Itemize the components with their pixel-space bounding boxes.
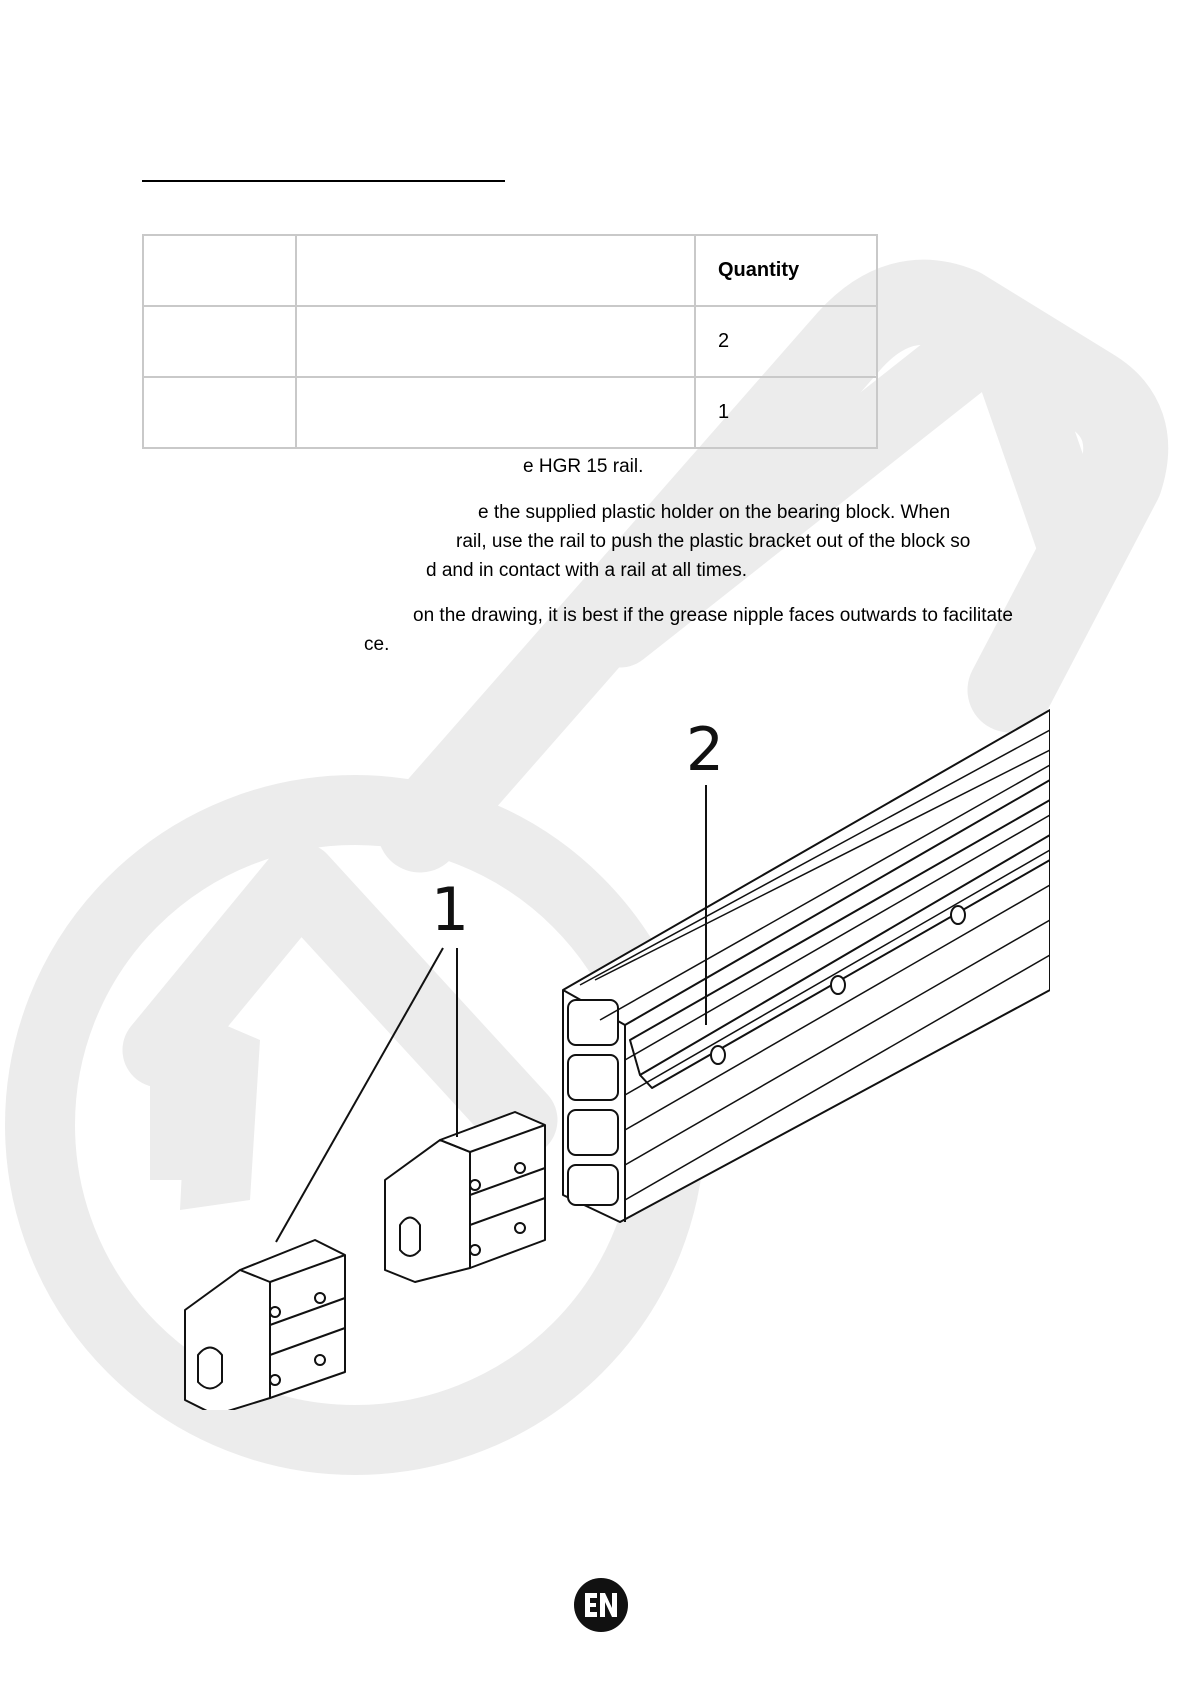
quantity-cell: 1 <box>695 377 877 448</box>
instruction-line: d and in contact with a rail at all times. <box>426 560 748 581</box>
table-header-row <box>143 235 877 306</box>
quantity-cell: 2 <box>695 306 877 377</box>
quantity-header: Quantity <box>695 235 877 306</box>
table-cell <box>143 377 296 448</box>
callout-1-label: 1 <box>430 875 470 945</box>
table-cell <box>296 377 695 448</box>
section-heading-underline <box>142 180 505 182</box>
parts-table <box>142 234 878 449</box>
table-row <box>143 377 877 448</box>
instruction-line: e the supplied plastic holder on the bearing block. When <box>478 502 951 523</box>
table-cell <box>143 306 296 377</box>
table-row <box>143 306 877 377</box>
instruction-line: on the drawing, it is best if the grease nipple faces outwards to facilitate <box>413 605 1013 626</box>
instruction-line: rail, use the rail to push the plastic bracket out of the block so <box>456 531 971 552</box>
callout-2-label: 2 <box>685 715 725 785</box>
table-cell <box>296 306 695 377</box>
instruction-line: e HGR 15 rail. <box>523 456 644 477</box>
table-cell <box>143 235 296 306</box>
logo-emblem-icon <box>573 1577 629 1633</box>
table-cell <box>296 235 695 306</box>
assembly-drawing <box>170 700 1050 1410</box>
instruction-line: ce. <box>364 634 390 655</box>
